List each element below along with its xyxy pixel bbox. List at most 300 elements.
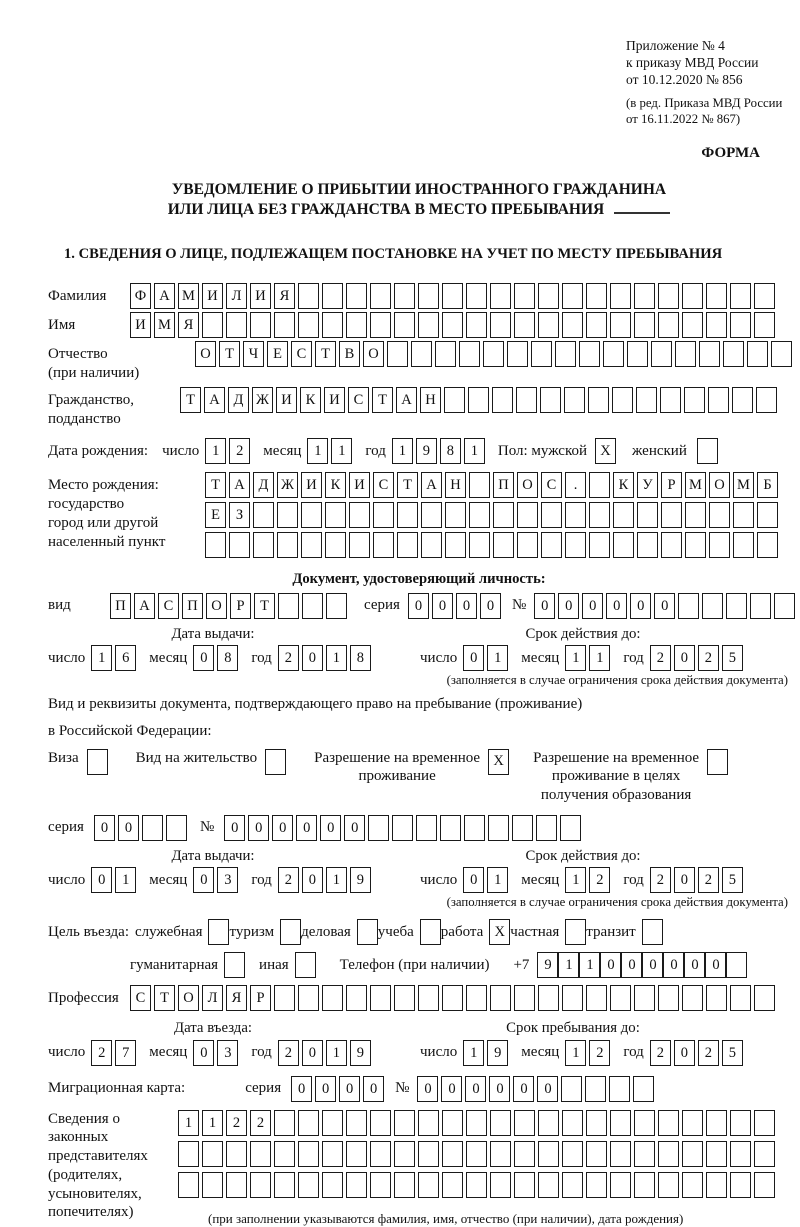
char-cell[interactable]: 0 [432, 593, 453, 619]
char-cell[interactable] [444, 387, 465, 413]
char-cell[interactable]: 0 [272, 815, 293, 841]
char-cell[interactable]: 2 [91, 1040, 112, 1066]
char-cell[interactable] [346, 1172, 367, 1198]
char-cell[interactable] [325, 532, 346, 558]
char-cell[interactable] [442, 1172, 463, 1198]
char-cell[interactable]: 0 [705, 952, 726, 978]
char-cell[interactable]: 9 [350, 867, 371, 893]
char-cell[interactable] [588, 387, 609, 413]
char-cell[interactable]: 0 [582, 593, 603, 619]
char-cell[interactable] [634, 1172, 655, 1198]
char-cell[interactable] [166, 815, 187, 841]
char-cell[interactable] [370, 283, 391, 309]
char-cell[interactable]: 1 [589, 645, 610, 671]
char-cell[interactable] [442, 1110, 463, 1136]
char-cell[interactable]: 0 [600, 952, 621, 978]
char-cell[interactable] [274, 312, 295, 338]
char-cell[interactable] [469, 532, 490, 558]
char-cell[interactable]: Т [254, 593, 275, 619]
char-cell[interactable]: С [541, 472, 562, 498]
char-cell[interactable]: 0 [302, 867, 323, 893]
char-cell[interactable] [274, 1172, 295, 1198]
char-cell[interactable] [490, 312, 511, 338]
char-cell[interactable] [541, 532, 562, 558]
char-cell[interactable] [732, 387, 753, 413]
char-cell[interactable] [565, 502, 586, 528]
char-cell[interactable]: 2 [650, 645, 671, 671]
char-cell[interactable] [730, 283, 751, 309]
char-cell[interactable]: Т [397, 472, 418, 498]
char-cell[interactable]: 0 [302, 1040, 323, 1066]
char-cell[interactable]: 0 [344, 815, 365, 841]
char-cell[interactable] [750, 593, 771, 619]
char-cell[interactable]: Л [226, 283, 247, 309]
char-cell[interactable] [514, 985, 535, 1011]
char-cell[interactable]: 3 [217, 867, 238, 893]
char-cell[interactable]: П [182, 593, 203, 619]
char-cell[interactable] [397, 532, 418, 558]
char-cell[interactable]: 7 [115, 1040, 136, 1066]
char-cell[interactable] [442, 312, 463, 338]
char-cell[interactable] [370, 985, 391, 1011]
char-cell[interactable] [661, 502, 682, 528]
char-cell[interactable]: О [195, 341, 216, 367]
char-cell[interactable] [442, 283, 463, 309]
char-cell[interactable]: Т [180, 387, 201, 413]
char-cell[interactable] [564, 387, 585, 413]
char-cell[interactable]: О [363, 341, 384, 367]
char-cell[interactable] [418, 312, 439, 338]
char-cell[interactable]: Т [205, 472, 226, 498]
char-cell[interactable]: 9 [487, 1040, 508, 1066]
char-cell[interactable] [627, 341, 648, 367]
char-cell[interactable] [490, 283, 511, 309]
char-cell[interactable]: 0 [663, 952, 684, 978]
sex-male-checkbox[interactable]: X [595, 438, 616, 464]
char-cell[interactable]: 0 [193, 867, 214, 893]
char-cell[interactable]: 8 [217, 645, 238, 671]
char-cell[interactable] [205, 532, 226, 558]
char-cell[interactable] [368, 815, 389, 841]
char-cell[interactable]: 1 [115, 867, 136, 893]
char-cell[interactable] [202, 312, 223, 338]
char-cell[interactable]: Я [178, 312, 199, 338]
char-cell[interactable]: 1 [178, 1110, 199, 1136]
char-cell[interactable]: О [517, 472, 538, 498]
char-cell[interactable] [682, 1172, 703, 1198]
char-cell[interactable]: Р [250, 985, 271, 1011]
char-cell[interactable]: 1 [326, 867, 347, 893]
char-cell[interactable] [517, 532, 538, 558]
char-cell[interactable] [754, 283, 775, 309]
char-cell[interactable] [562, 1110, 583, 1136]
char-cell[interactable] [392, 815, 413, 841]
char-cell[interactable] [610, 283, 631, 309]
char-cell[interactable]: 2 [229, 438, 250, 464]
char-cell[interactable] [651, 341, 672, 367]
char-cell[interactable] [560, 815, 581, 841]
char-cell[interactable] [684, 387, 705, 413]
char-cell[interactable]: 1 [202, 1110, 223, 1136]
char-cell[interactable]: 0 [193, 1040, 214, 1066]
char-cell[interactable] [586, 1110, 607, 1136]
char-cell[interactable] [730, 985, 751, 1011]
char-cell[interactable]: Ж [277, 472, 298, 498]
char-cell[interactable] [435, 341, 456, 367]
char-cell[interactable]: Н [445, 472, 466, 498]
char-cell[interactable] [658, 283, 679, 309]
char-cell[interactable] [514, 1172, 535, 1198]
char-cell[interactable] [586, 312, 607, 338]
char-cell[interactable]: 0 [291, 1076, 312, 1102]
char-cell[interactable] [733, 502, 754, 528]
char-cell[interactable]: 1 [464, 438, 485, 464]
char-cell[interactable]: А [204, 387, 225, 413]
char-cell[interactable]: 8 [350, 645, 371, 671]
char-cell[interactable] [442, 985, 463, 1011]
char-cell[interactable] [706, 312, 727, 338]
char-cell[interactable] [250, 1172, 271, 1198]
char-cell[interactable] [397, 502, 418, 528]
char-cell[interactable] [658, 1110, 679, 1136]
char-cell[interactable]: 0 [315, 1076, 336, 1102]
char-cell[interactable]: 0 [302, 645, 323, 671]
char-cell[interactable] [277, 532, 298, 558]
char-cell[interactable]: 0 [630, 593, 651, 619]
char-cell[interactable] [586, 1172, 607, 1198]
char-cell[interactable] [610, 985, 631, 1011]
char-cell[interactable] [492, 387, 513, 413]
char-cell[interactable]: Н [420, 387, 441, 413]
char-cell[interactable]: О [709, 472, 730, 498]
char-cell[interactable] [589, 502, 610, 528]
char-cell[interactable] [730, 312, 751, 338]
char-cell[interactable] [298, 283, 319, 309]
char-cell[interactable] [346, 283, 367, 309]
char-cell[interactable] [490, 1110, 511, 1136]
char-cell[interactable] [754, 1172, 775, 1198]
char-cell[interactable]: 1 [558, 952, 579, 978]
char-cell[interactable]: 0 [94, 815, 115, 841]
char-cell[interactable] [490, 985, 511, 1011]
char-cell[interactable]: 1 [326, 1040, 347, 1066]
char-cell[interactable] [685, 532, 706, 558]
char-cell[interactable] [373, 532, 394, 558]
char-cell[interactable] [469, 472, 490, 498]
char-cell[interactable] [488, 815, 509, 841]
char-cell[interactable]: 1 [326, 645, 347, 671]
char-cell[interactable]: . [565, 472, 586, 498]
char-cell[interactable] [634, 985, 655, 1011]
char-cell[interactable] [754, 1110, 775, 1136]
char-cell[interactable] [585, 1076, 606, 1102]
char-cell[interactable] [322, 1172, 343, 1198]
char-cell[interactable] [466, 1110, 487, 1136]
char-cell[interactable] [226, 312, 247, 338]
char-cell[interactable]: А [154, 283, 175, 309]
char-cell[interactable] [349, 502, 370, 528]
char-cell[interactable]: 0 [489, 1076, 510, 1102]
char-cell[interactable] [226, 1172, 247, 1198]
char-cell[interactable] [322, 985, 343, 1011]
char-cell[interactable]: Ф [130, 283, 151, 309]
char-cell[interactable] [325, 502, 346, 528]
char-cell[interactable]: Д [228, 387, 249, 413]
char-cell[interactable] [322, 283, 343, 309]
char-cell[interactable]: И [276, 387, 297, 413]
char-cell[interactable]: 0 [465, 1076, 486, 1102]
char-cell[interactable]: К [325, 472, 346, 498]
char-cell[interactable] [538, 283, 559, 309]
char-cell[interactable]: А [421, 472, 442, 498]
char-cell[interactable] [682, 985, 703, 1011]
char-cell[interactable] [610, 1110, 631, 1136]
char-cell[interactable]: С [291, 341, 312, 367]
char-cell[interactable]: 1 [565, 645, 586, 671]
char-cell[interactable] [440, 815, 461, 841]
char-cell[interactable] [322, 1110, 343, 1136]
char-cell[interactable]: 0 [513, 1076, 534, 1102]
char-cell[interactable] [370, 1172, 391, 1198]
char-cell[interactable] [634, 312, 655, 338]
char-cell[interactable] [613, 532, 634, 558]
char-cell[interactable] [633, 1076, 654, 1102]
char-cell[interactable] [418, 985, 439, 1011]
char-cell[interactable] [298, 1172, 319, 1198]
char-cell[interactable] [702, 593, 723, 619]
char-cell[interactable]: 0 [674, 1040, 695, 1066]
char-cell[interactable] [706, 985, 727, 1011]
char-cell[interactable] [301, 532, 322, 558]
char-cell[interactable] [394, 312, 415, 338]
char-cell[interactable]: 0 [674, 867, 695, 893]
char-cell[interactable] [490, 1172, 511, 1198]
char-cell[interactable]: 2 [250, 1110, 271, 1136]
char-cell[interactable]: 0 [654, 593, 675, 619]
char-cell[interactable] [634, 1110, 655, 1136]
char-cell[interactable]: З [229, 502, 250, 528]
char-cell[interactable] [394, 1172, 415, 1198]
char-cell[interactable] [301, 502, 322, 528]
char-cell[interactable]: 1 [392, 438, 413, 464]
char-cell[interactable] [253, 532, 274, 558]
char-cell[interactable]: 2 [650, 1040, 671, 1066]
char-cell[interactable]: 5 [722, 1040, 743, 1066]
char-cell[interactable] [493, 502, 514, 528]
char-cell[interactable] [277, 502, 298, 528]
char-cell[interactable] [346, 1110, 367, 1136]
char-cell[interactable] [387, 341, 408, 367]
char-cell[interactable] [517, 502, 538, 528]
char-cell[interactable] [660, 387, 681, 413]
char-cell[interactable] [418, 1110, 439, 1136]
char-cell[interactable] [202, 1172, 223, 1198]
char-cell[interactable] [540, 387, 561, 413]
char-cell[interactable]: И [349, 472, 370, 498]
char-cell[interactable]: П [493, 472, 514, 498]
char-cell[interactable]: Я [274, 283, 295, 309]
purpose-humanitarian-checkbox[interactable] [224, 952, 245, 978]
char-cell[interactable]: Т [219, 341, 240, 367]
char-cell[interactable] [586, 985, 607, 1011]
char-cell[interactable]: 0 [642, 952, 663, 978]
char-cell[interactable] [586, 283, 607, 309]
char-cell[interactable] [493, 532, 514, 558]
char-cell[interactable] [747, 341, 768, 367]
char-cell[interactable]: 0 [537, 1076, 558, 1102]
char-cell[interactable]: О [178, 985, 199, 1011]
char-cell[interactable] [636, 387, 657, 413]
char-cell[interactable] [726, 593, 747, 619]
char-cell[interactable] [682, 312, 703, 338]
char-cell[interactable] [536, 815, 557, 841]
char-cell[interactable] [658, 312, 679, 338]
char-cell[interactable] [637, 532, 658, 558]
char-cell[interactable]: Е [267, 341, 288, 367]
char-cell[interactable] [610, 1172, 631, 1198]
char-cell[interactable] [709, 502, 730, 528]
char-cell[interactable]: П [110, 593, 131, 619]
char-cell[interactable]: Р [661, 472, 682, 498]
char-cell[interactable] [730, 1110, 751, 1136]
purpose-transit-checkbox[interactable] [642, 919, 663, 945]
char-cell[interactable] [538, 1110, 559, 1136]
char-cell[interactable]: 9 [416, 438, 437, 464]
char-cell[interactable]: 0 [296, 815, 317, 841]
char-cell[interactable] [445, 532, 466, 558]
char-cell[interactable] [483, 341, 504, 367]
char-cell[interactable] [459, 341, 480, 367]
char-cell[interactable] [634, 283, 655, 309]
char-cell[interactable]: 1 [463, 1040, 484, 1066]
visa-checkbox[interactable] [87, 749, 108, 775]
char-cell[interactable] [346, 312, 367, 338]
char-cell[interactable]: И [250, 283, 271, 309]
char-cell[interactable] [562, 1172, 583, 1198]
char-cell[interactable]: 9 [350, 1040, 371, 1066]
char-cell[interactable] [709, 532, 730, 558]
char-cell[interactable] [637, 502, 658, 528]
char-cell[interactable]: 1 [487, 867, 508, 893]
char-cell[interactable]: Т [315, 341, 336, 367]
char-cell[interactable]: 0 [417, 1076, 438, 1102]
char-cell[interactable]: 0 [408, 593, 429, 619]
purpose-study-checkbox[interactable] [420, 919, 441, 945]
char-cell[interactable] [512, 815, 533, 841]
char-cell[interactable]: 2 [278, 645, 299, 671]
char-cell[interactable] [757, 532, 778, 558]
purpose-work-checkbox[interactable]: X [489, 919, 510, 945]
char-cell[interactable] [464, 815, 485, 841]
char-cell[interactable]: К [613, 472, 634, 498]
char-cell[interactable] [274, 985, 295, 1011]
char-cell[interactable] [250, 312, 271, 338]
sex-female-checkbox[interactable] [697, 438, 718, 464]
char-cell[interactable]: Р [230, 593, 251, 619]
char-cell[interactable] [178, 1172, 199, 1198]
char-cell[interactable] [370, 312, 391, 338]
char-cell[interactable] [418, 1172, 439, 1198]
char-cell[interactable]: 0 [91, 867, 112, 893]
char-cell[interactable]: Л [202, 985, 223, 1011]
char-cell[interactable] [756, 387, 777, 413]
char-cell[interactable] [445, 502, 466, 528]
char-cell[interactable]: А [134, 593, 155, 619]
char-cell[interactable] [274, 1110, 295, 1136]
char-cell[interactable]: 2 [698, 867, 719, 893]
char-cell[interactable] [326, 593, 347, 619]
char-cell[interactable]: 0 [606, 593, 627, 619]
char-cell[interactable]: 0 [456, 593, 477, 619]
char-cell[interactable] [603, 341, 624, 367]
char-cell[interactable] [229, 532, 250, 558]
char-cell[interactable]: С [158, 593, 179, 619]
char-cell[interactable]: 2 [589, 867, 610, 893]
char-cell[interactable]: М [733, 472, 754, 498]
char-cell[interactable]: 1 [565, 867, 586, 893]
char-cell[interactable] [561, 1076, 582, 1102]
char-cell[interactable]: 1 [487, 645, 508, 671]
char-cell[interactable] [370, 1110, 391, 1136]
char-cell[interactable] [538, 312, 559, 338]
char-cell[interactable] [733, 532, 754, 558]
char-cell[interactable] [661, 532, 682, 558]
char-cell[interactable] [507, 341, 528, 367]
char-cell[interactable]: 0 [441, 1076, 462, 1102]
char-cell[interactable] [514, 1110, 535, 1136]
char-cell[interactable] [555, 341, 576, 367]
char-cell[interactable]: 2 [650, 867, 671, 893]
char-cell[interactable]: Ч [243, 341, 264, 367]
char-cell[interactable]: 0 [463, 645, 484, 671]
char-cell[interactable]: Е [205, 502, 226, 528]
temp-permit-edu-checkbox[interactable] [707, 749, 728, 775]
char-cell[interactable] [394, 1110, 415, 1136]
char-cell[interactable]: 2 [589, 1040, 610, 1066]
purpose-tourism-checkbox[interactable] [280, 919, 301, 945]
char-cell[interactable] [699, 341, 720, 367]
char-cell[interactable]: 0 [363, 1076, 384, 1102]
char-cell[interactable] [298, 312, 319, 338]
char-cell[interactable] [346, 985, 367, 1011]
char-cell[interactable] [322, 312, 343, 338]
char-cell[interactable]: 1 [205, 438, 226, 464]
char-cell[interactable] [685, 502, 706, 528]
char-cell[interactable]: В [339, 341, 360, 367]
char-cell[interactable]: 0 [224, 815, 245, 841]
char-cell[interactable] [708, 387, 729, 413]
char-cell[interactable] [609, 1076, 630, 1102]
char-cell[interactable]: 0 [534, 593, 555, 619]
char-cell[interactable]: 0 [118, 815, 139, 841]
char-cell[interactable]: 0 [674, 645, 695, 671]
char-cell[interactable]: 1 [91, 645, 112, 671]
char-cell[interactable]: 0 [480, 593, 501, 619]
char-cell[interactable] [302, 593, 323, 619]
char-cell[interactable]: С [373, 472, 394, 498]
char-cell[interactable] [589, 472, 610, 498]
char-cell[interactable] [538, 985, 559, 1011]
char-cell[interactable]: 5 [722, 867, 743, 893]
char-cell[interactable] [394, 985, 415, 1011]
char-cell[interactable] [706, 1110, 727, 1136]
char-cell[interactable]: 0 [320, 815, 341, 841]
char-cell[interactable] [514, 283, 535, 309]
char-cell[interactable] [298, 1110, 319, 1136]
char-cell[interactable]: Я [226, 985, 247, 1011]
char-cell[interactable]: 0 [684, 952, 705, 978]
temp-permit-checkbox[interactable]: X [488, 749, 509, 775]
